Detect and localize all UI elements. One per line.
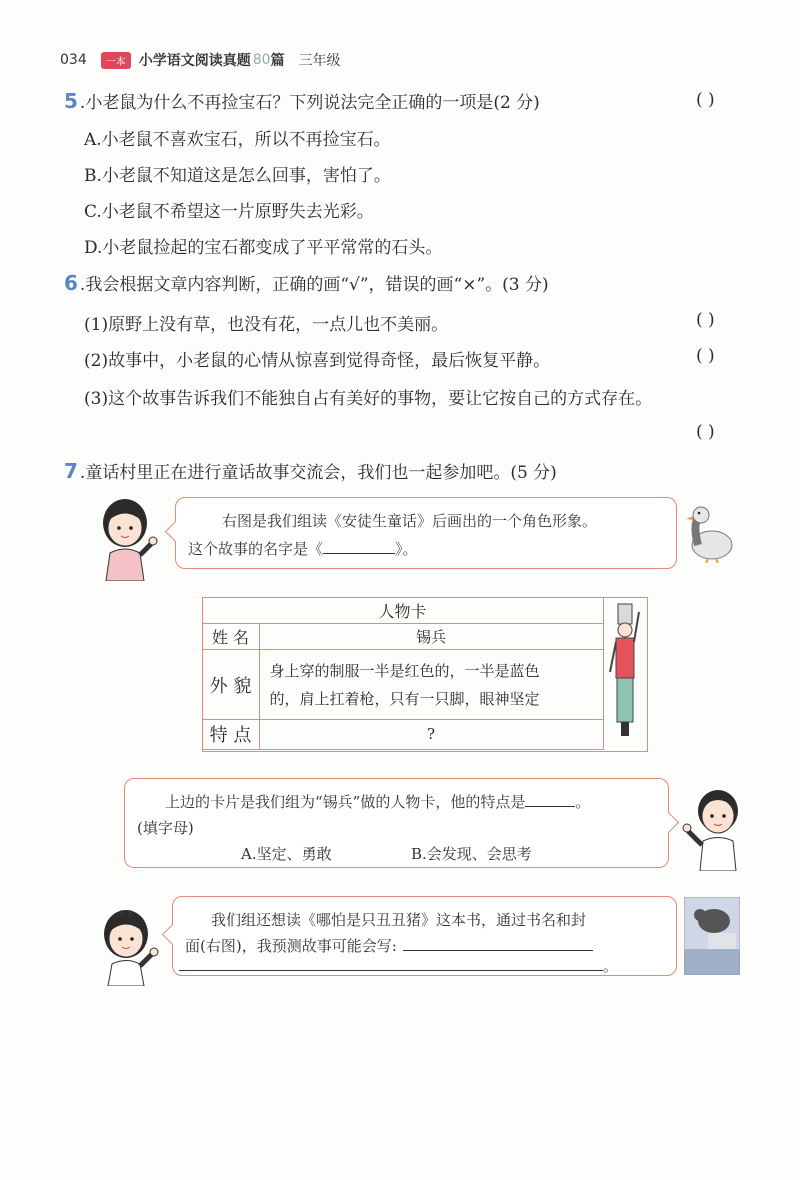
duck-illustration — [684, 503, 736, 563]
page-number: 034 — [60, 52, 87, 68]
q5-stem — [64, 88, 540, 113]
character-card-table — [202, 597, 604, 750]
card-name-label: 姓 名 — [202, 623, 259, 649]
bubble2-line1-end: 。 — [575, 793, 591, 811]
girl-illustration — [92, 495, 162, 581]
speech-bubble-3 — [172, 896, 677, 976]
q5-number: 5 — [64, 89, 78, 113]
prediction-blank-1[interactable] — [403, 950, 593, 951]
q6-number: 6 — [64, 271, 78, 295]
q5-option-c[interactable]: C.小老鼠不希望这一片原野失去光彩。 — [84, 202, 374, 222]
story-name-blank[interactable] — [323, 553, 395, 554]
bubble3-line1: 我们组还想读《哪怕是只丑丑猪》这本书，通过书名和封 — [211, 911, 587, 929]
q7-number: 7 — [64, 459, 78, 483]
card-trait-value: ? — [259, 720, 603, 749]
bubble3-line2 — [185, 935, 593, 956]
q6-item-1: (1)原野上没有草，也没有花，一点儿也不美丽。 — [84, 315, 449, 335]
character-card — [202, 597, 648, 752]
q6-item-3: (3)这个故事告诉我们不能独自占有美好的事物，要让它按自己的方式存在。 — [84, 389, 653, 409]
q6-text: .我会根据文章内容判断，正确的画“√”，错误的画“×”。(3 分) — [79, 275, 549, 295]
q6-item-1-paren[interactable]: ( ) — [696, 310, 715, 330]
card-look-line1: 身上穿的制服一半是红色的，一半是蓝色 — [269, 661, 540, 680]
bubble2-line1-text: 上边的卡片是我们组为“锡兵”做的人物卡，他的特点是 — [165, 793, 526, 811]
bubble3-end: 。 — [603, 957, 619, 975]
q6-item-3-paren[interactable]: ( ) — [696, 422, 715, 442]
prediction-blank-2[interactable] — [179, 970, 603, 971]
series-title: 小学语文阅读真题 — [138, 53, 251, 69]
trait-option-b[interactable]: B.会发现、会思考 — [411, 845, 532, 863]
q7-stem — [64, 458, 557, 483]
q6-item-2: (2)故事中，小老鼠的心情从惊喜到觉得奇怪，最后恢复平静。 — [84, 351, 551, 371]
q5-option-b[interactable]: B.小老鼠不知道这是怎么回事，害怕了。 — [84, 166, 391, 186]
trait-answer-blank[interactable] — [525, 806, 575, 807]
brand-badge: 一本 — [101, 52, 131, 69]
bubble2-line2: (填字母) — [137, 819, 194, 837]
q6-item-2-paren[interactable]: ( ) — [696, 346, 715, 366]
series-unit: 篇 — [270, 53, 285, 69]
boy-illustration — [680, 785, 746, 871]
girl-illustration-2 — [96, 906, 162, 986]
trait-option-a[interactable]: A.坚定、勇敢 — [241, 845, 332, 863]
bubble1-line1: 右图是我们组读《安徒生童话》后画出的一个角色形象。 — [222, 512, 598, 530]
bubble2-line1 — [165, 791, 590, 812]
series-count: 80 — [252, 52, 271, 68]
card-trait-label: 特 点 — [202, 720, 259, 749]
q5-option-a[interactable]: A.小老鼠不喜欢宝石，所以不再捡宝石。 — [84, 130, 391, 150]
bubble1-line2-suffix: 》。 — [395, 540, 418, 558]
bubble1-line2-prefix: 这个故事的名字是《 — [188, 540, 324, 558]
speech-bubble-1 — [175, 497, 677, 569]
bubble3-line3 — [179, 955, 618, 976]
book-cover-illustration — [684, 897, 740, 975]
bubble3-line2-text: 面(右图)，我预测故事可能会写: — [185, 937, 397, 955]
card-look-value — [259, 649, 603, 719]
card-name-value: 锡兵 — [259, 623, 603, 649]
grade-label: 三年级 — [298, 53, 341, 69]
bubble1-line2 — [188, 538, 418, 559]
q5-answer-paren[interactable]: ( ) — [696, 90, 715, 110]
tin-soldier-illustration — [607, 602, 643, 744]
page-header — [60, 50, 341, 70]
q5-option-d[interactable]: D.小老鼠捡起的宝石都变成了平平常常的石头。 — [84, 238, 443, 258]
speech-bubble-2 — [124, 778, 669, 868]
card-title: 人物卡 — [202, 597, 603, 623]
card-look-label: 外 貌 — [202, 649, 259, 719]
q6-stem — [64, 270, 549, 295]
q5-text: .小老鼠为什么不再捡宝石？下列说法完全正确的一项是(2 分) — [79, 93, 540, 113]
card-look-line2: 的，肩上扛着枪，只有一只脚，眼神坚定 — [269, 689, 540, 708]
q7-text: .童话村里正在进行童话故事交流会，我们也一起参加吧。(5 分) — [79, 463, 557, 483]
